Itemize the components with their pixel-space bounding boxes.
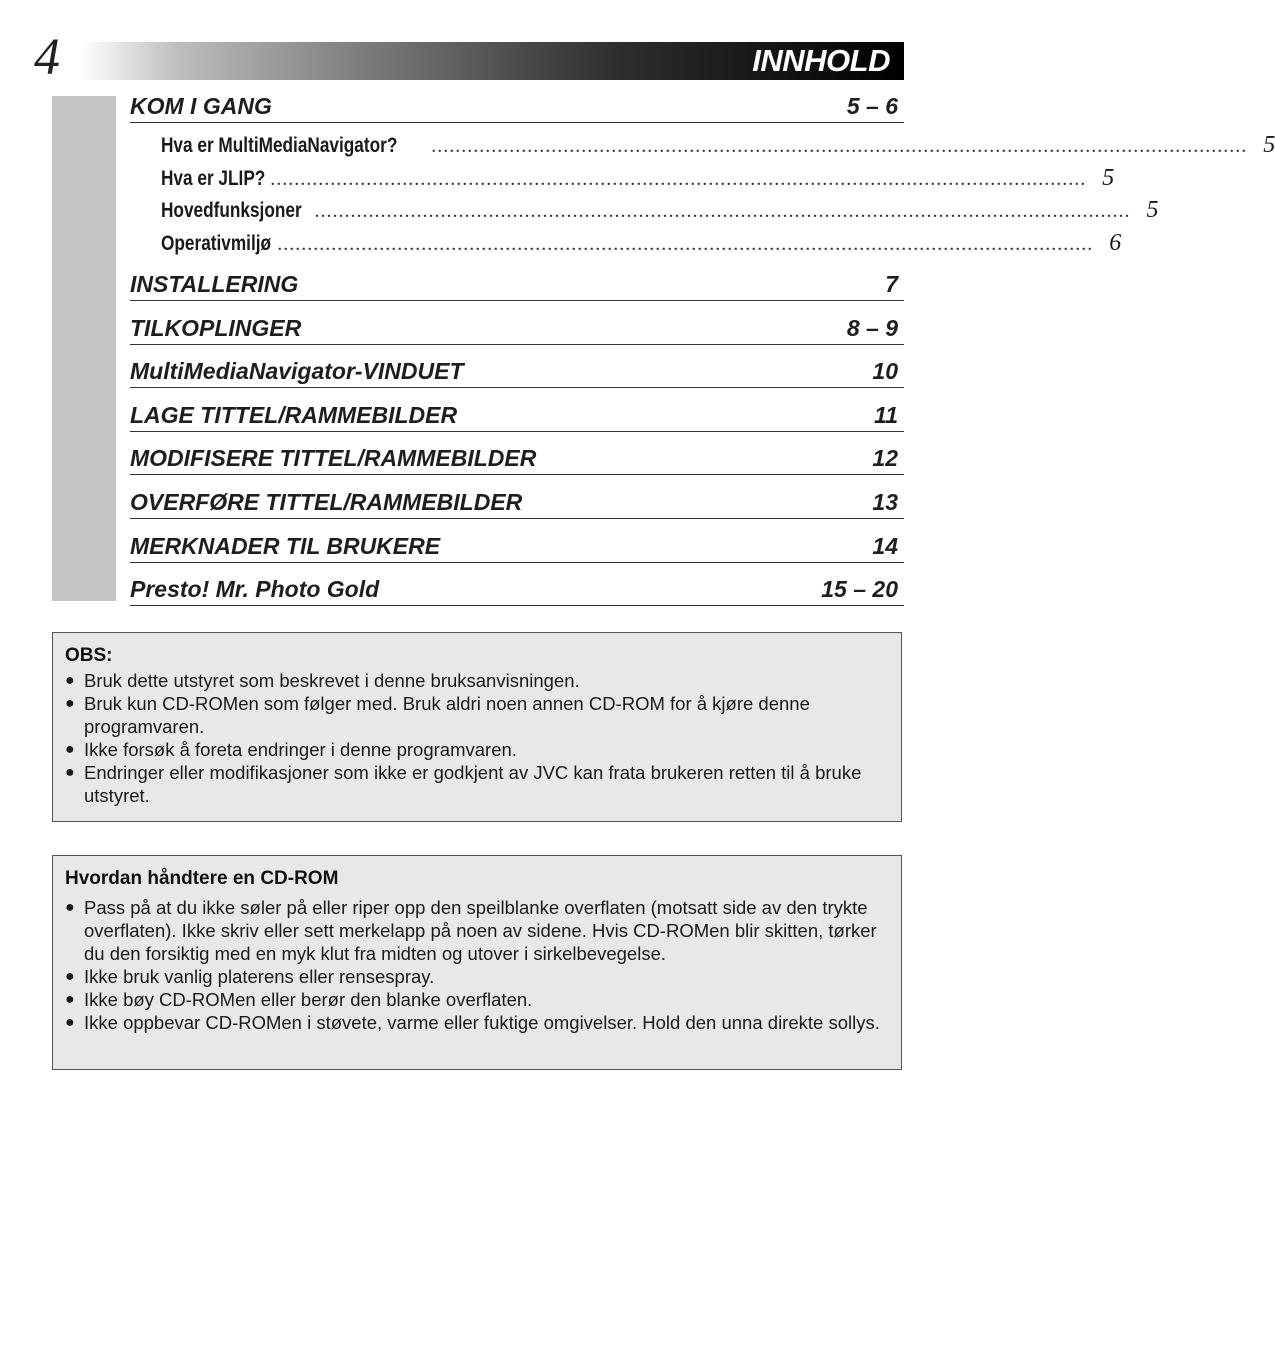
toc-section-pages: 5 – 6	[846, 93, 898, 119]
table-of-contents	[130, 90, 1275, 606]
leader-dots: ........................................................................................................................................	[431, 135, 1248, 157]
cdrom-heading: Hvordan håndtere en CD-ROM	[65, 868, 339, 889]
toc-section-title: Presto! Mr. Photo Gold	[130, 576, 380, 603]
toc-section-pages: 12	[872, 445, 898, 472]
toc-section-pages: 10	[872, 358, 898, 385]
toc-section-tilkoplinger[interactable]	[130, 312, 904, 345]
toc-subsection-page: 5	[1146, 197, 1159, 223]
leader-dots: ........................................................................................................................................	[277, 232, 1094, 255]
bullet-icon: ●	[65, 764, 75, 781]
toc-section-pages: 14	[872, 532, 898, 559]
toc-section-vinduet[interactable]	[130, 355, 904, 388]
cdrom-handling-box	[52, 855, 902, 1070]
toc-subsection-title: Hva er MultiMediaNavigator?	[161, 134, 398, 157]
toc-section-overfore[interactable]	[130, 486, 904, 519]
list-item: ● Endringer eller modifikasjoner som ikke er godkjent av JVC kan frata brukeren retten til å bruke utstyret.	[65, 762, 862, 806]
toc-section-title: INSTALLERING	[130, 271, 299, 297]
toc-section-pages: 13	[872, 488, 898, 515]
toc-subsection[interactable]	[161, 132, 1275, 165]
page-number: 4	[34, 29, 60, 86]
toc-section-pages: 15 – 20	[821, 576, 898, 603]
obs-heading: OBS:	[65, 645, 113, 666]
bullet-icon: ●	[65, 991, 75, 1008]
toc-subsection-title: Hovedfunksjoner	[161, 199, 302, 222]
obs-notice-box	[52, 632, 902, 822]
toc-section-title: MODIFISERE TITTEL/RAMMEBILDER	[130, 445, 537, 472]
toc-section-title: OVERFØRE TITTEL/RAMMEBILDER	[130, 488, 523, 515]
obs-list	[65, 669, 883, 807]
toc-subsections	[130, 123, 1275, 268]
leader-dots: ........................................................................................................................................	[270, 167, 1087, 190]
toc-section-installering[interactable]	[130, 268, 904, 301]
toc-section-title: LAGE TITTEL/RAMMEBILDER	[130, 401, 458, 428]
bullet-icon: ●	[65, 741, 75, 758]
toc-section-title: TILKOPLINGER	[130, 314, 302, 341]
bullet-icon: ●	[65, 899, 75, 916]
toc-subsection-page: 5	[1263, 132, 1275, 158]
bullet-icon: ●	[65, 672, 75, 689]
cdrom-list	[65, 896, 883, 1034]
toc-section-pages: 7	[885, 271, 898, 297]
list-item: ● Ikke bøy CD-ROMen eller berør den blanke overflaten.	[65, 989, 533, 1010]
list-item: ● Bruk dette utstyret som beskrevet i denne bruksanvisningen.	[65, 670, 580, 691]
toc-subsection[interactable]	[161, 164, 1115, 198]
list-item: ● Bruk kun CD-ROMen som følger med. Bruk aldri noen annen CD-ROM for å kjøre denne programvaren.	[65, 693, 810, 737]
list-item: ● Ikke bruk vanlig platerens eller rensespray.	[65, 966, 435, 987]
leader-dots: ........................................................................................................................................	[314, 200, 1131, 222]
bullet-icon: ●	[65, 695, 75, 712]
list-item: ● Ikke forsøk å foreta endringer i denne programvaren.	[65, 739, 517, 760]
header-bar	[80, 42, 904, 80]
toc-section-modifisere[interactable]	[130, 442, 904, 475]
toc-subsection[interactable]	[161, 197, 1159, 230]
toc-section-title: KOM I GANG	[130, 93, 272, 119]
toc-section-title: MultiMediaNavigator-VINDUET	[130, 358, 464, 385]
toc-subsection-title: Operativmiljø	[161, 231, 272, 255]
toc-section-kom-i-gang[interactable]	[130, 90, 904, 123]
toc-section-title: MERKNADER TIL BRUKERE	[130, 532, 441, 559]
toc-section-lage[interactable]	[130, 399, 904, 432]
bullet-icon: ●	[65, 1014, 75, 1031]
toc-subsection-title: Hva er JLIP?	[161, 166, 266, 190]
toc-section-presto[interactable]	[130, 573, 904, 606]
toc-subsection-page: 6	[1109, 229, 1122, 256]
toc-section-pages: 8 – 9	[846, 314, 898, 341]
list-item: ● Pass på at du ikke søler på eller riper opp den speilblanke overflaten (motsatt side av den trykte overflaten). Ikke skriv eller sett merkelapp på noen av sidene. Hvis CD-ROMen blir skitten, tørker du den forsiktig med en myk klut fra midten og utover i sirkelbevegelse.	[65, 897, 877, 964]
toc-section-merknader[interactable]	[130, 530, 904, 563]
page-title: INNHOLD	[752, 43, 890, 78]
toc-section-pages: 11	[874, 401, 898, 428]
toc-subsection-page: 5	[1102, 164, 1115, 191]
bullet-icon: ●	[65, 968, 75, 985]
list-item: ● Ikke oppbevar CD-ROMen i støvete, varme eller fuktige omgivelser. Hold den unna direkte sollys.	[65, 1012, 880, 1033]
toc-subsection[interactable]	[161, 229, 1122, 263]
side-tab	[52, 96, 116, 601]
